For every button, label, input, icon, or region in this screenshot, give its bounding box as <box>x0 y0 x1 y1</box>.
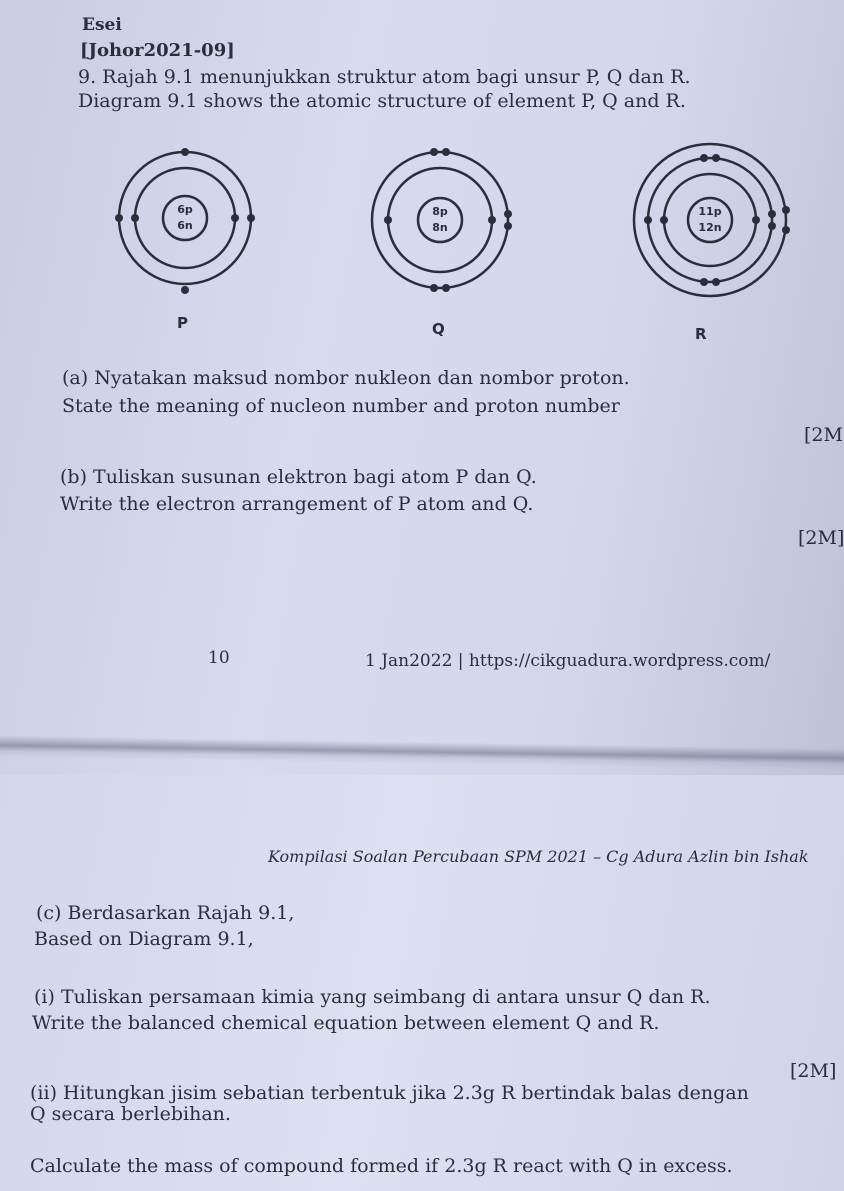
electron <box>504 222 512 230</box>
electron <box>782 226 790 234</box>
atom-q-label: Q <box>432 320 445 338</box>
electron <box>768 222 776 230</box>
electron <box>231 214 239 222</box>
atom-p-label: P <box>177 314 188 332</box>
footer-date-url: 1 Jan2022 | https://cikguadura.wordpress.com/ <box>365 651 771 671</box>
electron <box>768 210 776 218</box>
atom-r-protons: 11p <box>698 205 722 218</box>
electron <box>644 216 652 224</box>
part-a-marks: [2M <box>804 424 843 446</box>
electron <box>115 214 123 222</box>
electron <box>712 278 720 286</box>
electron <box>712 154 720 162</box>
question-stem-malay: 9. Rajah 9.1 menunjukkan struktur atom bagi unsur P, Q dan R. <box>78 66 691 88</box>
part-c-i-english: Write the balanced chemical equation between element Q and R. <box>32 1012 660 1034</box>
part-c-ii-malay-line1: (ii) Hitungkan jisim sebatian terbentuk jika 2.3g R bertindak balas dengan <box>30 1082 749 1104</box>
atom-r-outer-shell <box>634 144 786 296</box>
electron <box>660 216 668 224</box>
electron <box>247 214 255 222</box>
atom-p-protons: 6p <box>177 203 193 216</box>
electron <box>430 148 438 156</box>
electron <box>504 210 512 218</box>
electron <box>782 206 790 214</box>
electron <box>442 148 450 156</box>
part-c-ii-malay-line2: Q secara berlebihan. <box>30 1103 231 1125</box>
next-page-background <box>0 775 844 1191</box>
part-c-malay: (c) Berdasarkan Rajah 9.1, <box>36 902 295 924</box>
running-header: Kompilasi Soalan Percubaan SPM 2021 – Cg Adura Azlin bin Ishak <box>268 847 809 866</box>
electron <box>181 286 189 294</box>
part-b-malay: (b) Tuliskan susunan elektron bagi atom P dan Q. <box>60 466 537 488</box>
atom-p-diagram <box>105 138 275 308</box>
question-stem-english: Diagram 9.1 shows the atomic structure of element P, Q and R. <box>78 90 686 112</box>
electron <box>700 154 708 162</box>
part-c-english: Based on Diagram 9.1, <box>34 928 254 950</box>
part-b-marks: [2M] <box>798 527 844 549</box>
page-edge-divider <box>0 735 844 770</box>
atom-q-neutrons: 8n <box>432 221 448 234</box>
atom-r-neutrons: 12n <box>698 221 722 234</box>
atom-r-diagram <box>610 138 810 338</box>
part-a-english: State the meaning of nucleon number and proton number <box>62 395 620 417</box>
page-number: 10 <box>208 648 230 668</box>
atom-r-label: R <box>695 325 707 343</box>
atom-p-inner-shell <box>135 168 235 268</box>
electron <box>131 214 139 222</box>
atom-p-neutrons: 6n <box>177 219 193 232</box>
electron <box>430 284 438 292</box>
electron <box>384 216 392 224</box>
electron <box>181 148 189 156</box>
part-c-i-malay: (i) Tuliskan persamaan kimia yang seimbang di antara unsur Q dan R. <box>34 986 711 1008</box>
part-b-english: Write the electron arrangement of P atom and Q. <box>60 493 534 515</box>
electron <box>488 216 496 224</box>
atom-q-outer-shell <box>372 152 508 288</box>
atom-q-protons: 8p <box>432 205 448 218</box>
atom-q-diagram <box>360 140 530 310</box>
question-source: [Johor2021-09] <box>80 40 235 61</box>
atom-r-inner-shell <box>664 174 756 266</box>
electron <box>700 278 708 286</box>
electron <box>442 284 450 292</box>
section-label: Esei <box>82 15 122 35</box>
atom-q-inner-shell <box>388 168 492 272</box>
electron <box>752 216 760 224</box>
part-a-malay: (a) Nyatakan maksud nombor nukleon dan nombor proton. <box>62 367 630 389</box>
part-c-i-marks: [2M] <box>790 1060 837 1082</box>
part-c-ii-english: Calculate the mass of compound formed if 2.3g R react with Q in excess. <box>30 1155 733 1177</box>
